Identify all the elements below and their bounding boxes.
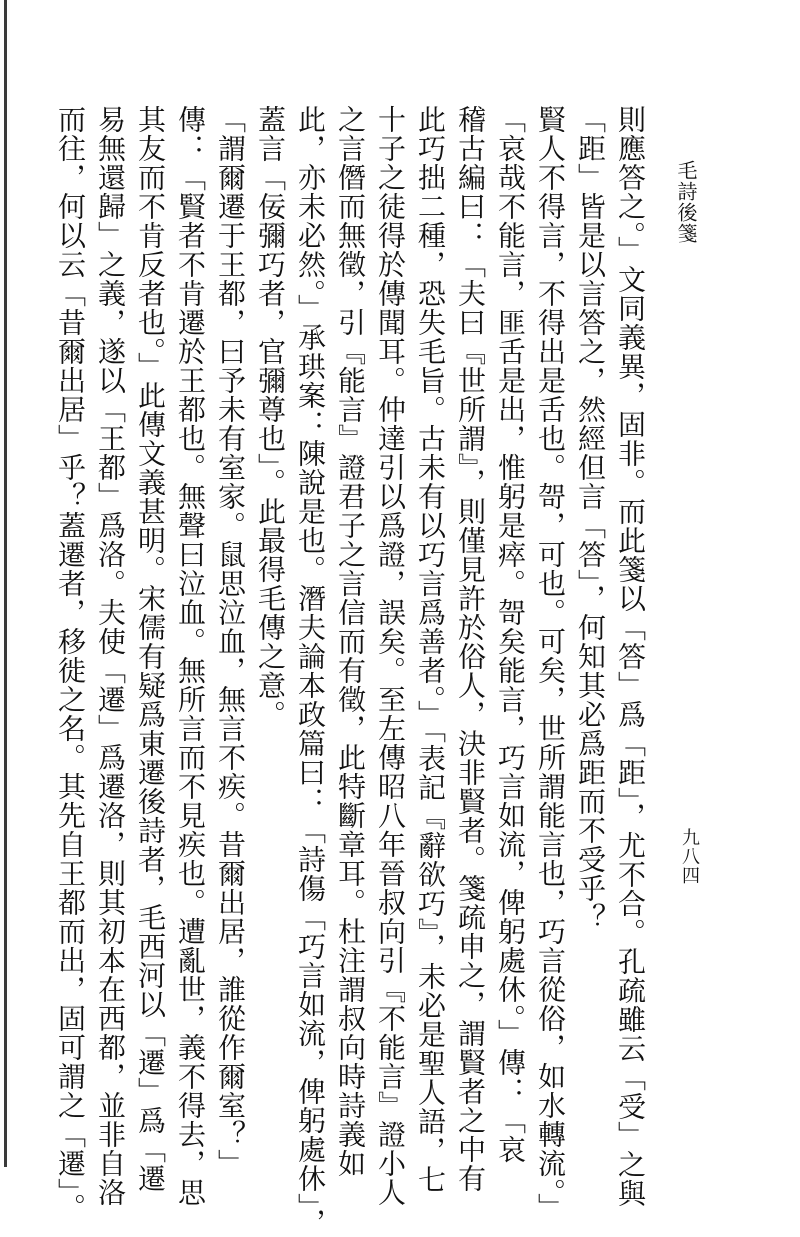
text-column: 十子之徒得於傳聞耳。仲達引以爲證，誤矣。至左傳昭八年晉叔向引『不能言』證小人 <box>374 105 407 1207</box>
text-column: 易無還歸」之義，遂以「王都」爲洛。夫使「遷」爲遷洛，則其初本在西都，並非自洛 <box>94 105 127 1207</box>
running-head: 毛詩後箋 <box>674 160 698 244</box>
text-column: 之言僭而無徵，引『能言』證君子之言信而有徵，此特斷章耳。杜注謂叔向時詩義如 <box>334 105 367 1178</box>
text-column: 而往，何以云「昔爾出居」乎？蓋遷者，移徙之名。其先自王都而出，固可謂之「遷」。 <box>54 105 87 1222</box>
text-column: 此，亦未必然。」承珙案：陳說是也。潛夫論本政篇曰：「詩傷「巧言如流，俾躬處休」， <box>294 105 327 1237</box>
body-text <box>54 105 650 1237</box>
page-edge-rule <box>4 0 7 1167</box>
text-column: 此巧拙二種，恐失毛旨。古未有以巧言爲善者。」「表記『辭欲巧』，未必是聖人語，七 <box>414 105 447 1194</box>
text-column: 賢人不得言，不得出是舌也。哿，可也。可矣，世所謂能言也，巧言從俗，如水轉流。」 <box>534 105 567 1222</box>
page-number: 九八四 <box>679 828 700 885</box>
text-column: 「哀哉不能言，匪舌是出，惟躬是瘁。哿矣能言，巧言如流，俾躬處休。」傳：「哀 <box>494 105 527 1164</box>
text-column: 蓋言「佞彌巧者，官彌尊也」。此最得毛傳之意。 <box>254 105 287 729</box>
text-column: 其友而不肯反者也。」此傳文義甚明。宋儒有疑爲東遷後詩者，毛西河以「遷」爲「遷 <box>134 105 167 1193</box>
text-column: 傳：「賢者不肯遷於王都也。無聲曰泣血。無所言而不見疾也。遭亂世，義不得去，思 <box>174 105 207 1207</box>
text-column: 則應答之。」文同義異，固非。而此箋以「答」爲「距」，尤不合。孔疏雖云「受」之與 <box>614 105 647 1208</box>
text-column: 「謂爾遷于王都，曰予未有室家。鼠思泣血，無言不疾。昔爾出居，誰從作爾室？」 <box>214 105 247 1178</box>
text-column: 稽古編曰：「夫曰『世所謂』，則僅見許於俗人，決非賢者。箋疏申之，謂賢者之中有 <box>454 105 487 1193</box>
text-column: 「距」皆是以言答之，然經但言「答」，何知其必爲距而不受乎？ <box>574 105 607 932</box>
